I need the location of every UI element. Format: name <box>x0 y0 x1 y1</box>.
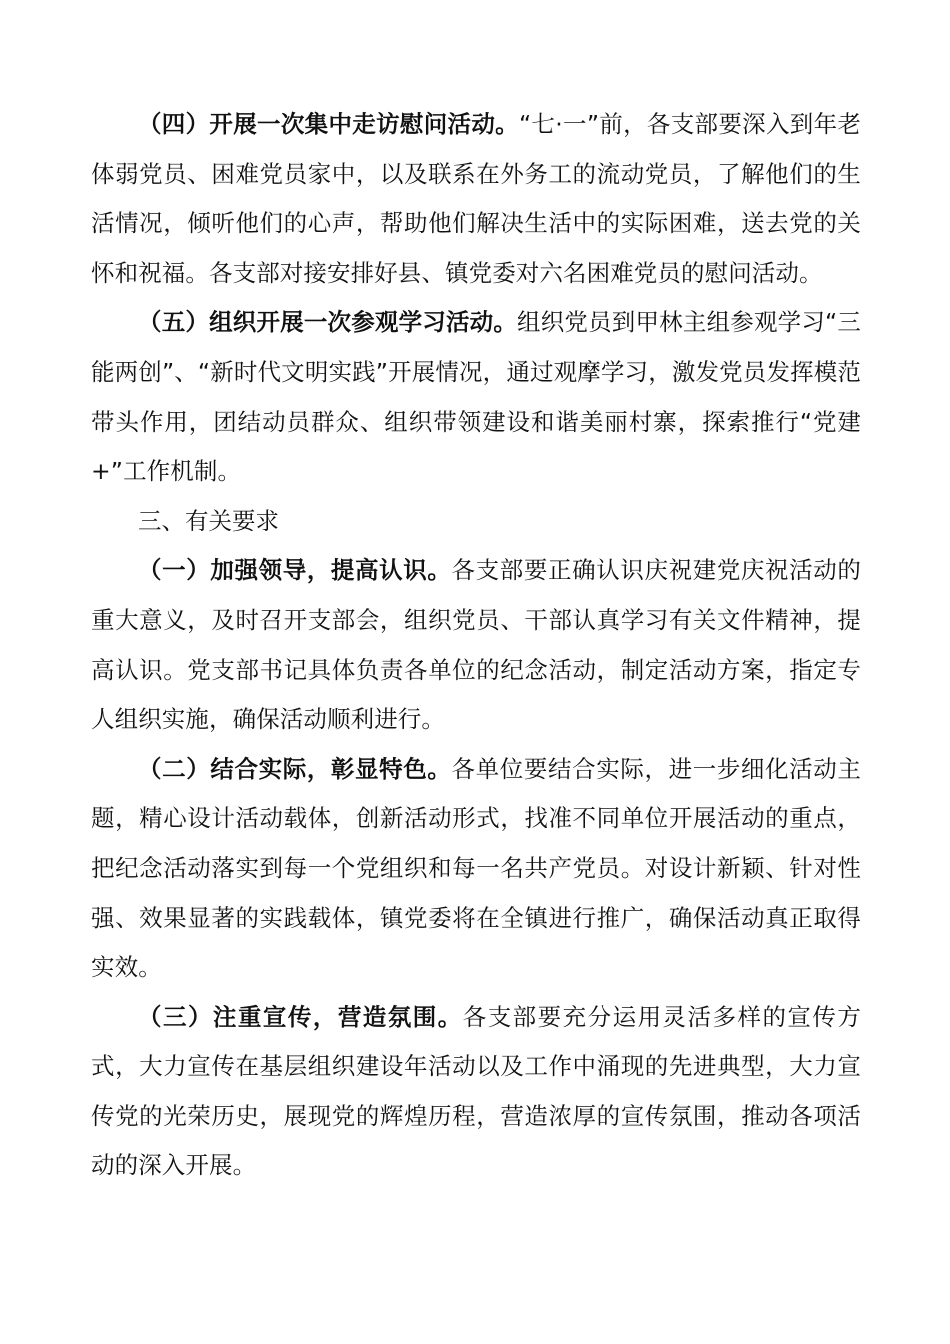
requirement-leadership <box>91 546 861 744</box>
requirement-body: 各单位要结合实际，进一步细化活动主题，精心设计活动载体，创新活动形式，找准不同单位开展活动的重点，把纪念活动落实到每一个党组织和每一名共产党员。对设计新颖、针对性强、效果显著的实践载体，镇党委将在全镇进行推广，确保活动真正取得实效。 <box>91 754 861 982</box>
requirement-lead: （三）注重宣传，营造氛围。 <box>138 1002 463 1031</box>
section-heading: 三、有关要求 <box>138 506 279 535</box>
paragraph-body: 组织党员到甲林主组参观学习“三能两创”、“新时代文明实践”开展情况，通过观摩学习，激发党员发挥模范带头作用，团结动员群众、组织带领建设和谐美丽村寨，探索推行“党建+”工作机制。 <box>91 308 861 486</box>
paragraph-visit-activity <box>91 100 861 298</box>
requirement-lead: （一）加强领导，提高认识。 <box>138 556 452 585</box>
paragraph-lead: （五）组织开展一次参观学习活动。 <box>138 308 518 337</box>
requirement-body: 各支部要充分运用灵活多样的宣传方式，大力宣传在基层组织建设年活动以及工作中涌现的先进典型，大力宣传党的光荣历史，展现党的辉煌历程，营造浓厚的宣传氛围，推动各项活动的深入开展。 <box>91 1002 861 1180</box>
requirement-practice <box>91 745 861 993</box>
paragraph-study-tour <box>91 298 861 496</box>
paragraph-lead: （四）开展一次集中走访慰问活动。 <box>138 110 519 138</box>
requirement-publicity <box>91 993 861 1191</box>
document-page <box>91 100 861 1191</box>
paragraph-body: “七·一”前，各支部要深入到年老体弱党员、困难党员家中，以及联系在外务工的流动党员，了解他们的生活情况，倾听他们的心声，帮助他们解决生活中的实际困难，送去党的关怀和祝福。各支部对接安排好县、镇党委对六名困难党员的慰问活动。 <box>91 110 862 287</box>
requirement-body: 各支部要正确认识庆祝建党庆祝活动的重大意义，及时召开支部会，组织党员、干部认真学习有关文件精神，提高认识。党支部书记具体负责各单位的纪念活动，制定活动方案，指定专人组织实施，确保活动顺利进行。 <box>91 556 861 734</box>
requirement-lead: （二）结合实际，彰显特色。 <box>138 754 452 783</box>
